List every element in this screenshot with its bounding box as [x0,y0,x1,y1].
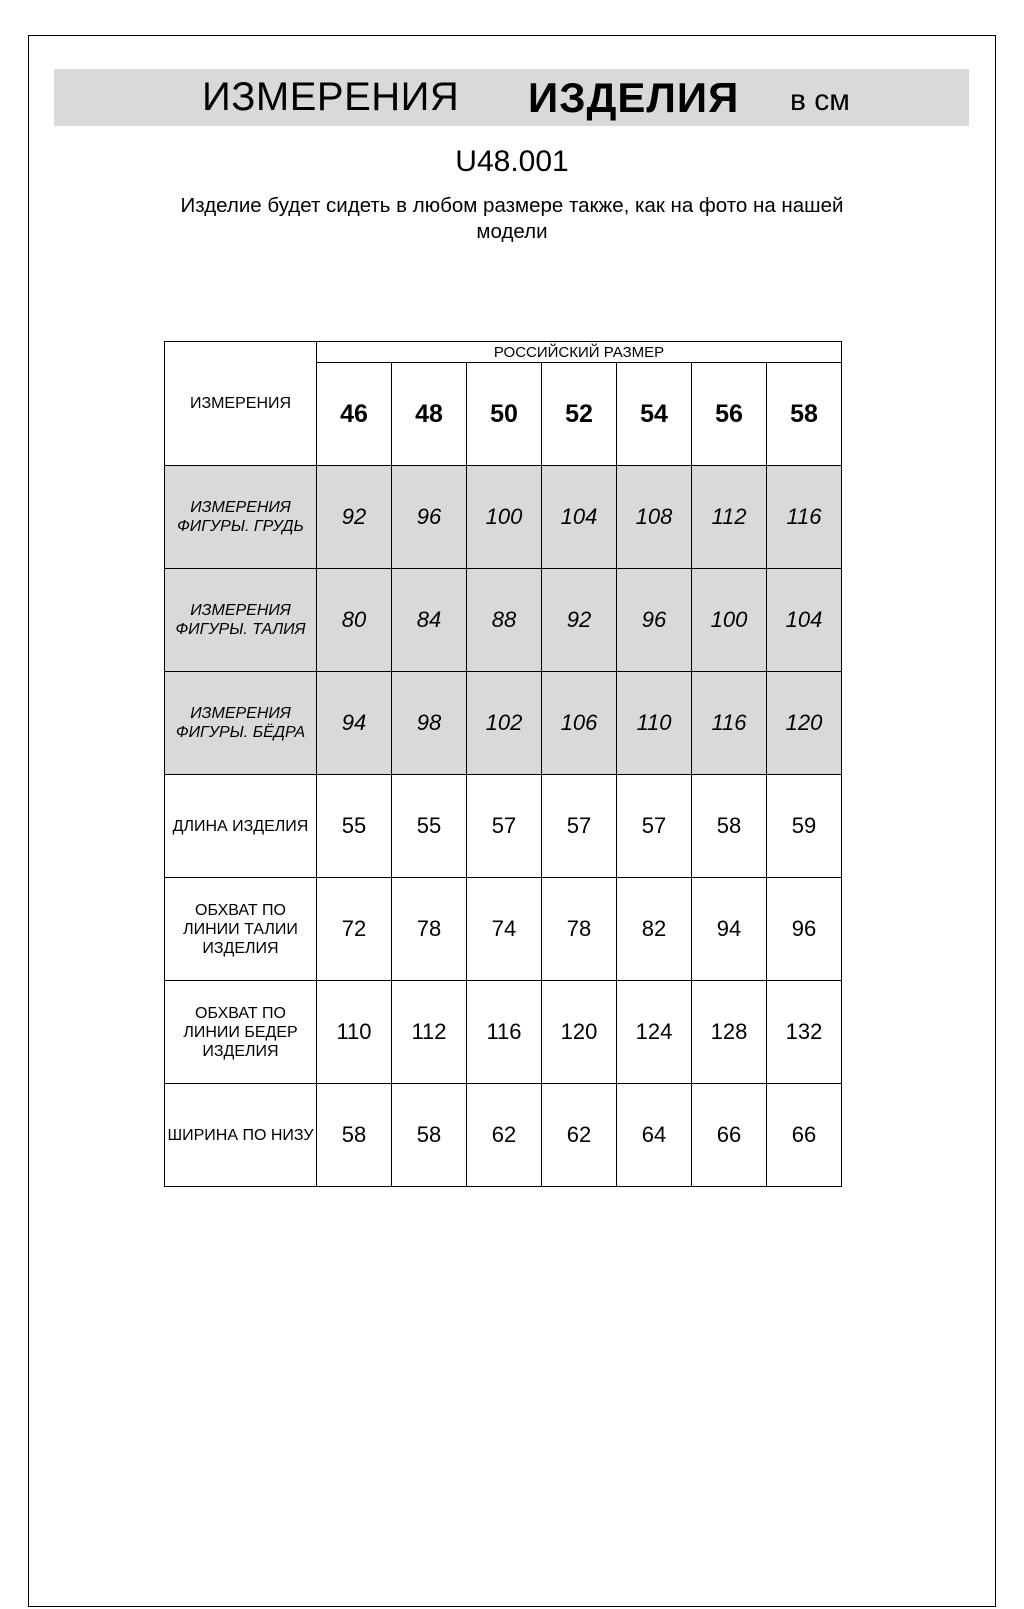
measurement-cell: 64 [617,1084,692,1187]
measurement-cell: 96 [392,466,467,569]
measurement-cell: 66 [767,1084,842,1187]
size-header-cell: 48 [392,363,467,466]
table-row [165,1084,842,1187]
table-row [165,775,842,878]
measurement-cell: 58 [317,1084,392,1187]
measurement-cell: 106 [542,672,617,775]
measurement-cell: 124 [617,981,692,1084]
header-unit: в см [790,84,850,117]
product-code: U48.001 [455,145,569,178]
measurement-cell: 110 [617,672,692,775]
measurement-cell: 132 [767,981,842,1084]
table-row [165,466,842,569]
measurement-cell: 62 [542,1084,617,1187]
measurement-cell: 94 [692,878,767,981]
measurement-cell: 98 [392,672,467,775]
measurement-cell: 66 [692,1084,767,1187]
measurement-cell: 112 [692,466,767,569]
measurement-cell: 112 [392,981,467,1084]
measurement-cell: 96 [617,569,692,672]
row-label: ОБХВАТ ПО ЛИНИИ ТАЛИИ ИЗДЕЛИЯ [165,878,317,981]
measurement-cell: 116 [767,466,842,569]
measurement-cell: 108 [617,466,692,569]
size-header-cell: 50 [467,363,542,466]
measurement-cell: 94 [317,672,392,775]
corner-label: ИЗМЕРЕНИЯ [165,342,317,466]
measurement-cell: 72 [317,878,392,981]
size-header-cell: 54 [617,363,692,466]
measurement-cell: 116 [467,981,542,1084]
russian-size-header: РОССИЙСКИЙ РАЗМЕР [317,342,842,363]
row-label: ИЗМЕРЕНИЯ ФИГУРЫ. ГРУДЬ [165,466,317,569]
measurement-cell: 62 [467,1084,542,1187]
measurement-cell: 80 [317,569,392,672]
row-label: ИЗМЕРЕНИЯ ФИГУРЫ. БЁДРА [165,672,317,775]
row-label: ДЛИНА ИЗДЕЛИЯ [165,775,317,878]
header-title-measurements: ИЗМЕРЕНИЯ [202,75,460,119]
measurement-cell: 100 [692,569,767,672]
measurement-cell: 78 [542,878,617,981]
measurement-cell: 120 [767,672,842,775]
measurement-cell: 110 [317,981,392,1084]
measurement-cell: 57 [542,775,617,878]
measurement-cell: 128 [692,981,767,1084]
measurement-cell: 57 [467,775,542,878]
measurement-cell: 104 [542,466,617,569]
measurement-cell: 104 [767,569,842,672]
measurement-cell: 116 [692,672,767,775]
measurement-cell: 78 [392,878,467,981]
measurement-cell: 58 [392,1084,467,1187]
row-label: ИЗМЕРЕНИЯ ФИГУРЫ. ТАЛИЯ [165,569,317,672]
size-header-cell: 52 [542,363,617,466]
table-row [165,672,842,775]
table-row [165,981,842,1084]
size-table [164,341,842,1187]
measurement-cell: 88 [467,569,542,672]
size-header-cell: 46 [317,363,392,466]
measurement-cell: 96 [767,878,842,981]
measurement-cell: 55 [317,775,392,878]
size-table-group-row [165,342,842,363]
measurement-cell: 57 [617,775,692,878]
measurement-cell: 100 [467,466,542,569]
measurement-cell: 74 [467,878,542,981]
row-label: ОБХВАТ ПО ЛИНИИ БЕДЕР ИЗДЕЛИЯ [165,981,317,1084]
size-header-cell: 58 [767,363,842,466]
measurement-cell: 102 [467,672,542,775]
header-banner [54,69,969,126]
table-row [165,569,842,672]
measurement-cell: 92 [317,466,392,569]
measurement-cell: 84 [392,569,467,672]
measurement-cell: 82 [617,878,692,981]
size-header-cell: 56 [692,363,767,466]
table-row [165,878,842,981]
row-label: ШИРИНА ПО НИЗУ [165,1084,317,1187]
fit-note: Изделие будет сидеть в любом размере также, как на фото на нашей модели [180,194,844,243]
measurement-cell: 55 [392,775,467,878]
measurement-cell: 92 [542,569,617,672]
measurement-cell: 120 [542,981,617,1084]
measurement-cell: 58 [692,775,767,878]
header-title-garment: ИЗДЕЛИЯ [528,74,740,121]
measurement-cell: 59 [767,775,842,878]
